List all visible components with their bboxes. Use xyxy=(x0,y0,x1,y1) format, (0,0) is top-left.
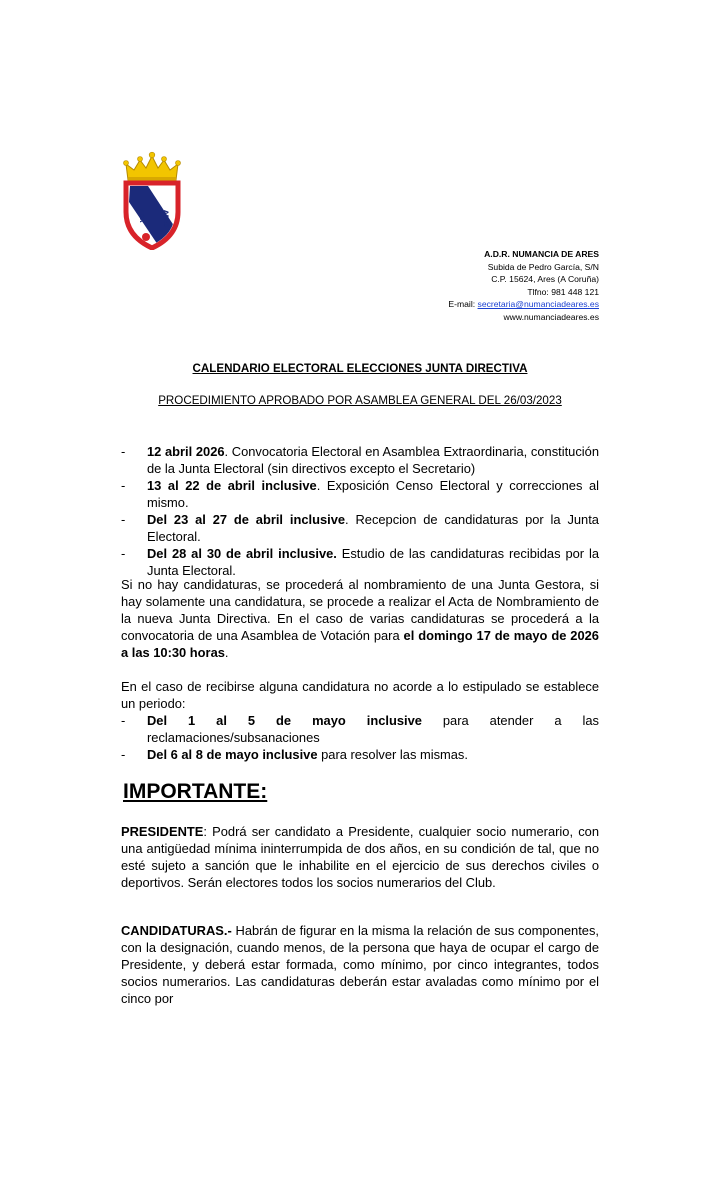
list-item: - Del 28 al 30 de abril inclusive. Estudio de las candidaturas recibidas por la Junta Electoral. xyxy=(121,546,600,578)
list-item: - Del 6 al 8 de mayo inclusive para resolver las mismas. xyxy=(121,747,468,762)
shield-icon xyxy=(126,183,178,248)
email-line xyxy=(448,298,599,311)
org-name: A.D.R. NUMANCIA DE ARES xyxy=(484,249,599,259)
list-item: - Del 23 al 27 de abril inclusive. Recepcion de candidaturas por la Junta Electoral. xyxy=(121,512,599,544)
document-title: CALENDARIO ELECTORAL ELECCIONES JUNTA DIRECTIVA xyxy=(192,362,528,375)
calendar-list xyxy=(121,443,599,579)
candidaturas-section: CANDIDATURAS.- Habrán de figurar en la misma la relación de sus componentes, con la designación, cuando menos, de la persona que haya de ocupar el cargo de Presidente, y deberá estar formada, como mínimo, por cinco integrantes, todos socios numerarios. Las candidaturas deberán estar avaladas como mínimo por el cinco por xyxy=(121,923,599,1006)
website[interactable]: www.numanciadeares.es xyxy=(503,311,599,322)
paragraph-claims: En el caso de recibirse alguna candidatura no acorde a lo estipulado se establece un periodo: - Del 1 al 5 de mayo inclusive para atender a las reclamaciones/subsanaciones - Del 6 al 8 de mayo inclusive para resolver las mismas. xyxy=(121,679,599,762)
club-crest-logo xyxy=(120,150,184,250)
contact-block xyxy=(448,248,599,324)
email-label: E-mail: xyxy=(448,299,478,310)
crown-icon xyxy=(124,152,181,181)
important-heading: IMPORTANTE: xyxy=(123,780,268,803)
email-link[interactable]: secretaria@numanciadeares.es xyxy=(477,299,599,310)
address: Subida de Pedro García, S/N xyxy=(487,261,599,272)
list-item: - 13 al 22 de abril inclusive. Exposición Censo Electoral y correcciones al mismo. xyxy=(121,478,599,510)
presidente-section: PRESIDENTE: Podrá ser candidato a Presidente, cualquier socio numerario, con una antigüedad mínima ininterrumpida de dos años, en su condición de tal, que no esté sujeto a sanción que le inhabilite en el ejercicio de sus derechos civiles o deportivos. Serán electores todos los socios numerarios del Club. xyxy=(121,824,599,890)
list-item: - Del 1 al 5 de mayo inclusive para atender a las reclamaciones/subsanaciones xyxy=(121,713,599,745)
svg-text:ARES: ARES xyxy=(162,210,169,228)
phone: Tlfno: 981 448 121 xyxy=(527,286,599,297)
document-subtitle: PROCEDIMIENTO APROBADO POR ASAMBLEA GENERAL DEL 26/03/2023 xyxy=(158,394,562,407)
paragraph-no-candidates: Si no hay candidaturas, se procederá al nombramiento de una Junta Gestora, si hay solamente una candidatura, se procede a realizar el Acta de Nombramiento de la nueva Junta Directiva. En el caso de varias candidaturas se procederá a la convocatoria de una Asamblea de Votación para el domingo 17 de mayo de 2026 a las 10:30 horas. xyxy=(121,577,599,660)
list-item: - 12 abril 2026. Convocatoria Electoral en Asamblea Extraordinaria, constitución de la Junta Electoral (sin directivos excepto el Secretario) xyxy=(121,444,599,476)
svg-text:NDR: NDR xyxy=(138,208,145,223)
postal-code: C.P. 15624, Ares (A Coruña) xyxy=(491,274,599,285)
